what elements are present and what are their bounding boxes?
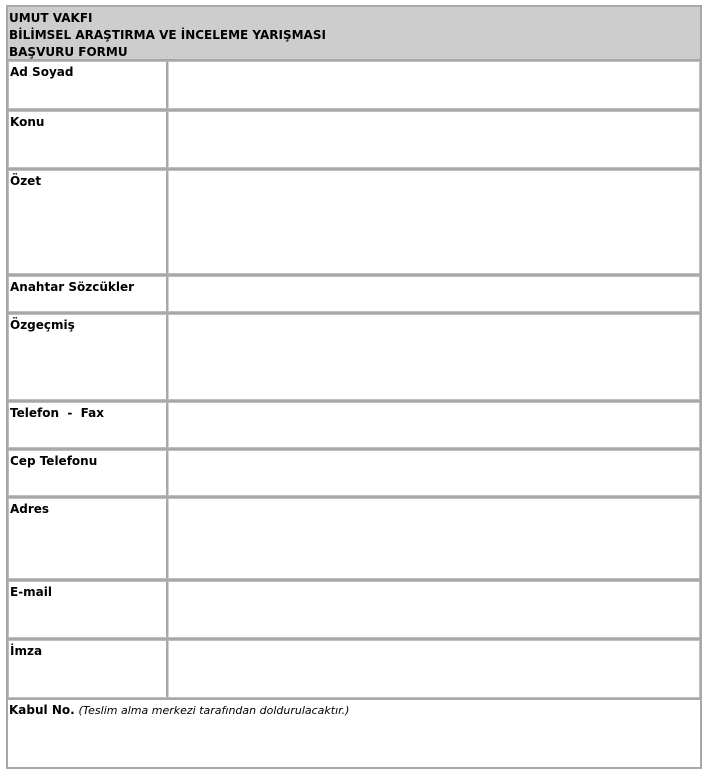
anahtar-sozcukler-field[interactable] [168, 276, 700, 312]
konu-field[interactable] [168, 111, 700, 168]
application-form [6, 5, 702, 769]
row-cep-telefonu [8, 448, 700, 496]
row-anahtar-sozcukler [8, 274, 700, 312]
ozgecmis-field[interactable] [168, 314, 700, 400]
telefon-fax-field[interactable] [168, 402, 700, 448]
email-field[interactable] [168, 581, 700, 638]
cep-telefonu-field[interactable] [168, 450, 700, 496]
kabul-no-note: (Teslim alma merkezi tarafından doldurulacaktır.) [78, 704, 350, 717]
email-label: E-mail [8, 581, 168, 638]
form-header [8, 7, 700, 61]
imza-label: İmza [8, 640, 168, 698]
row-adres [8, 496, 700, 579]
ozgecmis-label: Özgeçmiş [8, 314, 168, 400]
competition-title: BİLİMSEL ARAŞTIRMA VE İNCELEME YARIŞMASI [9, 28, 326, 42]
foundation-name: UMUT VAKFI [9, 11, 93, 25]
cep-telefonu-label: Cep Telefonu [8, 450, 168, 496]
row-ozet [8, 168, 700, 274]
ozet-label: Özet [8, 170, 168, 274]
imza-field[interactable] [168, 640, 700, 698]
ozet-field[interactable] [168, 170, 700, 274]
ad-soyad-field[interactable] [168, 61, 700, 109]
row-telefon-fax [8, 400, 700, 448]
row-ad-soyad [8, 61, 700, 109]
telefon-fax-label: Telefon - Fax [8, 402, 168, 448]
form-title: BAŞVURU FORMU [9, 45, 128, 59]
row-email [8, 579, 700, 638]
row-kabul-no[interactable] [8, 698, 700, 767]
konu-label: Konu [8, 111, 168, 168]
row-konu [8, 109, 700, 168]
kabul-no-label: Kabul No. [9, 703, 75, 717]
row-imza [8, 638, 700, 698]
adres-field[interactable] [168, 498, 700, 579]
anahtar-sozcukler-label: Anahtar Sözcükler [8, 276, 168, 312]
kabul-no-cell [8, 700, 700, 767]
adres-label: Adres [8, 498, 168, 579]
row-ozgecmis [8, 312, 700, 400]
ad-soyad-label: Ad Soyad [8, 61, 168, 109]
